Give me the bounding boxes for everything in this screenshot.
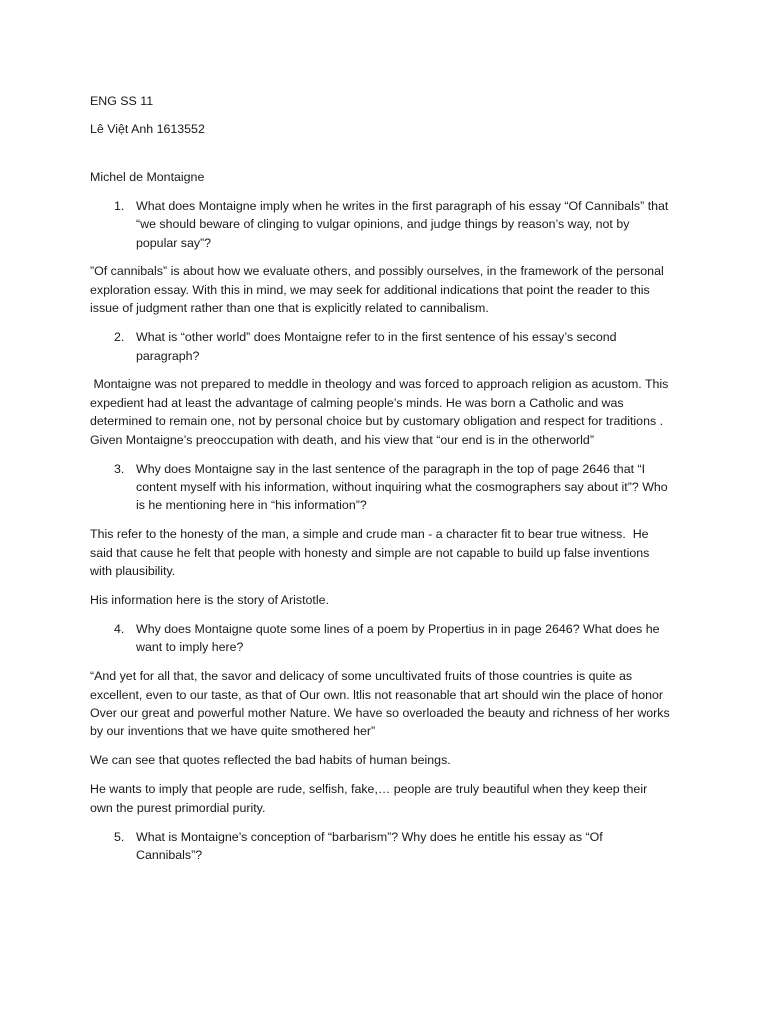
- question-3: [90, 460, 670, 515]
- question-text: Why does Montaigne quote some lines of a poem by Propertius in in page 2646? What does he want to imply here?: [136, 621, 660, 655]
- author-heading: Michel de Montaigne: [90, 169, 205, 184]
- question-1: [90, 197, 670, 252]
- question-number: 4.: [114, 621, 125, 636]
- answer-paragraph: This refer to the honesty of the man, a simple and crude man - a character fit to bear true witness. He said that cause he felt that people with honesty and simple are not capable to build up false inventions with plausibility.: [90, 527, 653, 579]
- student-name: Lê Việt Anh 1613552: [90, 122, 205, 137]
- question-4: [90, 620, 670, 657]
- document-body: [90, 92, 670, 875]
- question-text: What is “other world” does Montaigne refer to in the first sentence of his essay’s second paragraph?: [136, 330, 617, 363]
- answer-paragraph: Montaigne was not prepared to meddle in theology and was forced to approach religion as acustom. This expedient had at least the advantage of calming people’s minds. He was born a Catholic and was determined to remain one, not by personal choice but by customary obligation and respect for traditions . Given Montaigne’s preoccupation with death, and his view that “our end is in the otherworld”: [90, 377, 672, 447]
- question-number: 3.: [114, 461, 125, 476]
- question-number: 1.: [114, 198, 125, 213]
- question-2: [90, 328, 670, 365]
- quote-paragraph: “And yet for all that, the savor and delicacy of some uncultivated fruits of those countries is quite as excellent, even to our taste, as that of Our own. ltlis not reasonable that art should win the place of honor Over our great and powerful mother Nature. We have so overloaded the beauty and richness of her works by our inventions that we have quite smothered her”: [90, 669, 670, 739]
- question-5: [90, 828, 670, 865]
- question-number: 5.: [114, 829, 125, 844]
- course-code: ENG SS 11: [90, 94, 154, 108]
- question-text: Why does Montaigne say in the last sentence of the paragraph in the top of page 2646 that “I content myself with his information, without inquiring what the cosmographers say about it”? Who is he mentioning here in “his information”?: [136, 461, 668, 513]
- question-number: 2.: [114, 330, 125, 345]
- question-text: What is Montaigne’s conception of “barbarism”? Why does he entitle his essay as “Of Cannibals”?: [136, 829, 603, 862]
- answer-paragraph: He wants to imply that people are rude, selfish, fake,… people are truly beautiful when they keep their own the purest primordial purity.: [90, 782, 648, 815]
- answer-paragraph: His information here is the story of Aristotle.: [90, 593, 329, 608]
- answer-paragraph: ”Of cannibals” is about how we evaluate others, and possibly ourselves, in the framework of the personal exploration essay. With this in mind, we may seek for additional indications that point the reader to this issue of judgment rather than one that is explicitly related to cannibalism.: [90, 264, 664, 316]
- question-text: What does Montaigne imply when he writes in the first paragraph of his essay “Of Cannibals” that “we should beware of clinging to vulgar opinions, and judge things by reason’s way, not by popular say”?: [136, 198, 669, 250]
- answer-paragraph: We can see that quotes reflected the bad habits of human beings.: [90, 753, 451, 768]
